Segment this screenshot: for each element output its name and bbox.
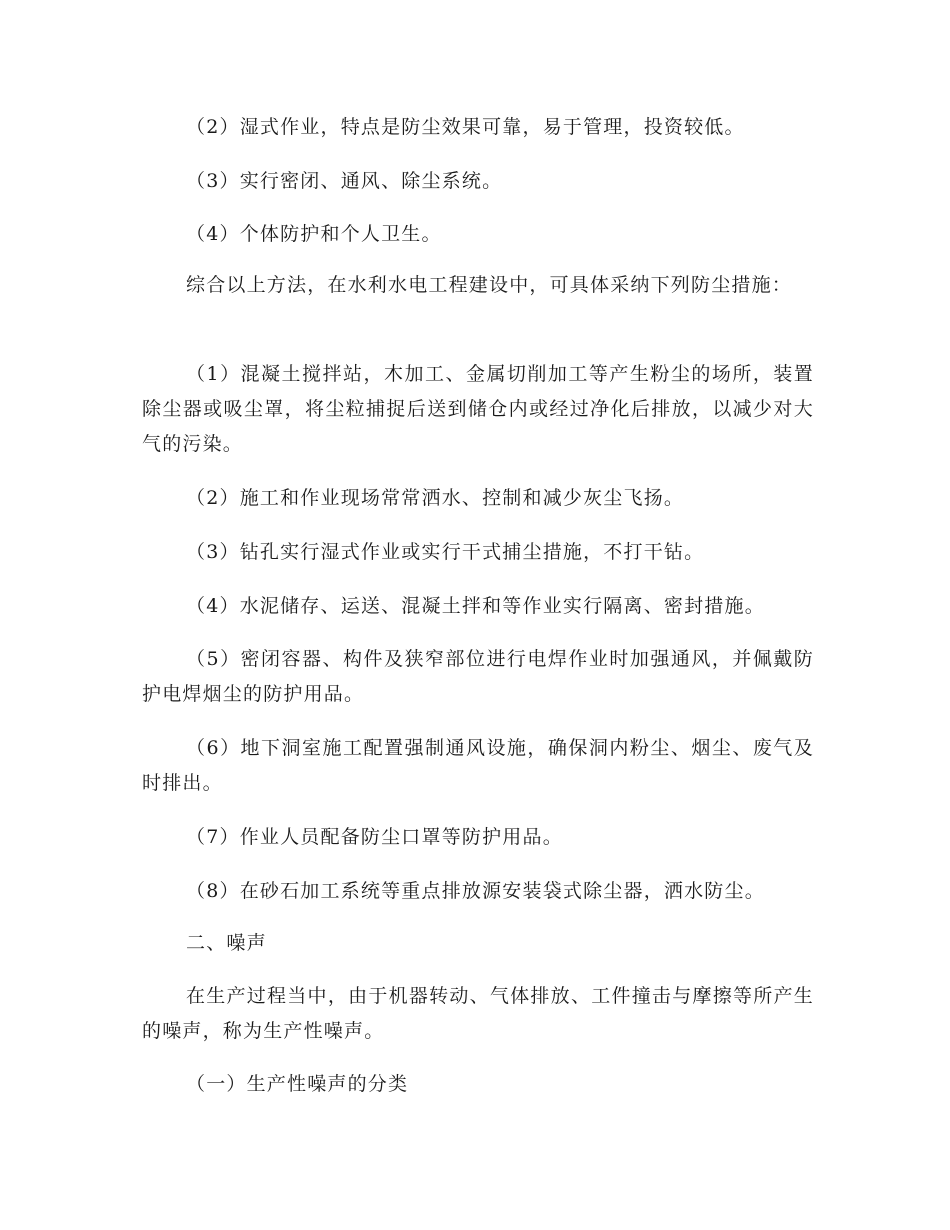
paragraph-wet-operation: （2）湿式作业，特点是防尘效果可靠，易于管理，投资较低。 [186, 116, 745, 138]
paragraph-measure-2: （2）施工和作业现场常常洒水、控制和减少灰尘飞扬。 [186, 487, 685, 509]
paragraph-noise-definition: 在生产过程当中，由于机器转动、气体排放、工件撞击与摩擦等所产生的噪声，称为生产性噪声。 [142, 985, 814, 1042]
paragraph-measure-4: （4）水泥储存、运送、混凝土拌和等作业实行隔离、密封措施。 [186, 595, 765, 617]
paragraph-measure-3: （3）钻孔实行湿式作业或实行干式捕尘措施，不打干钻。 [186, 541, 705, 563]
paragraph-measure-5: （5）密闭容器、构件及狭窄部位进行电焊作业时加强通风，并佩戴防护电焊烟尘的防护用品。 [142, 648, 814, 705]
section-heading-noise: 二、噪声 [186, 932, 267, 954]
paragraph-personal-protection: （4）个体防护和个人卫生。 [186, 223, 442, 245]
paragraph-measure-1: （1）混凝土搅拌站，木加工、金属切削加工等产生粉尘的场所，装置除尘器或吸尘罩，将尘粒捕捉后送到储仓内或经过净化后排放，以减少对大气的污染。 [142, 363, 814, 455]
paragraph-measure-6: （6）地下洞室施工配置强制通风设施，确保洞内粉尘、烟尘、废气及时排出。 [142, 737, 814, 794]
paragraph-measure-7: （7）作业人员配备防尘口罩等防护用品。 [186, 826, 563, 848]
paragraph-enclosed-ventilation: （3）实行密闭、通风、除尘系统。 [186, 170, 503, 192]
paragraph-measure-8: （8）在砂石加工系统等重点排放源安装袋式除尘器，洒水防尘。 [186, 880, 765, 902]
subsection-heading-noise-classification: （一）生产性噪声的分类 [186, 1073, 409, 1095]
paragraph-summary-measures: 综合以上方法，在水利水电工程建设中，可具体采纳下列防尘措施： [186, 274, 793, 296]
